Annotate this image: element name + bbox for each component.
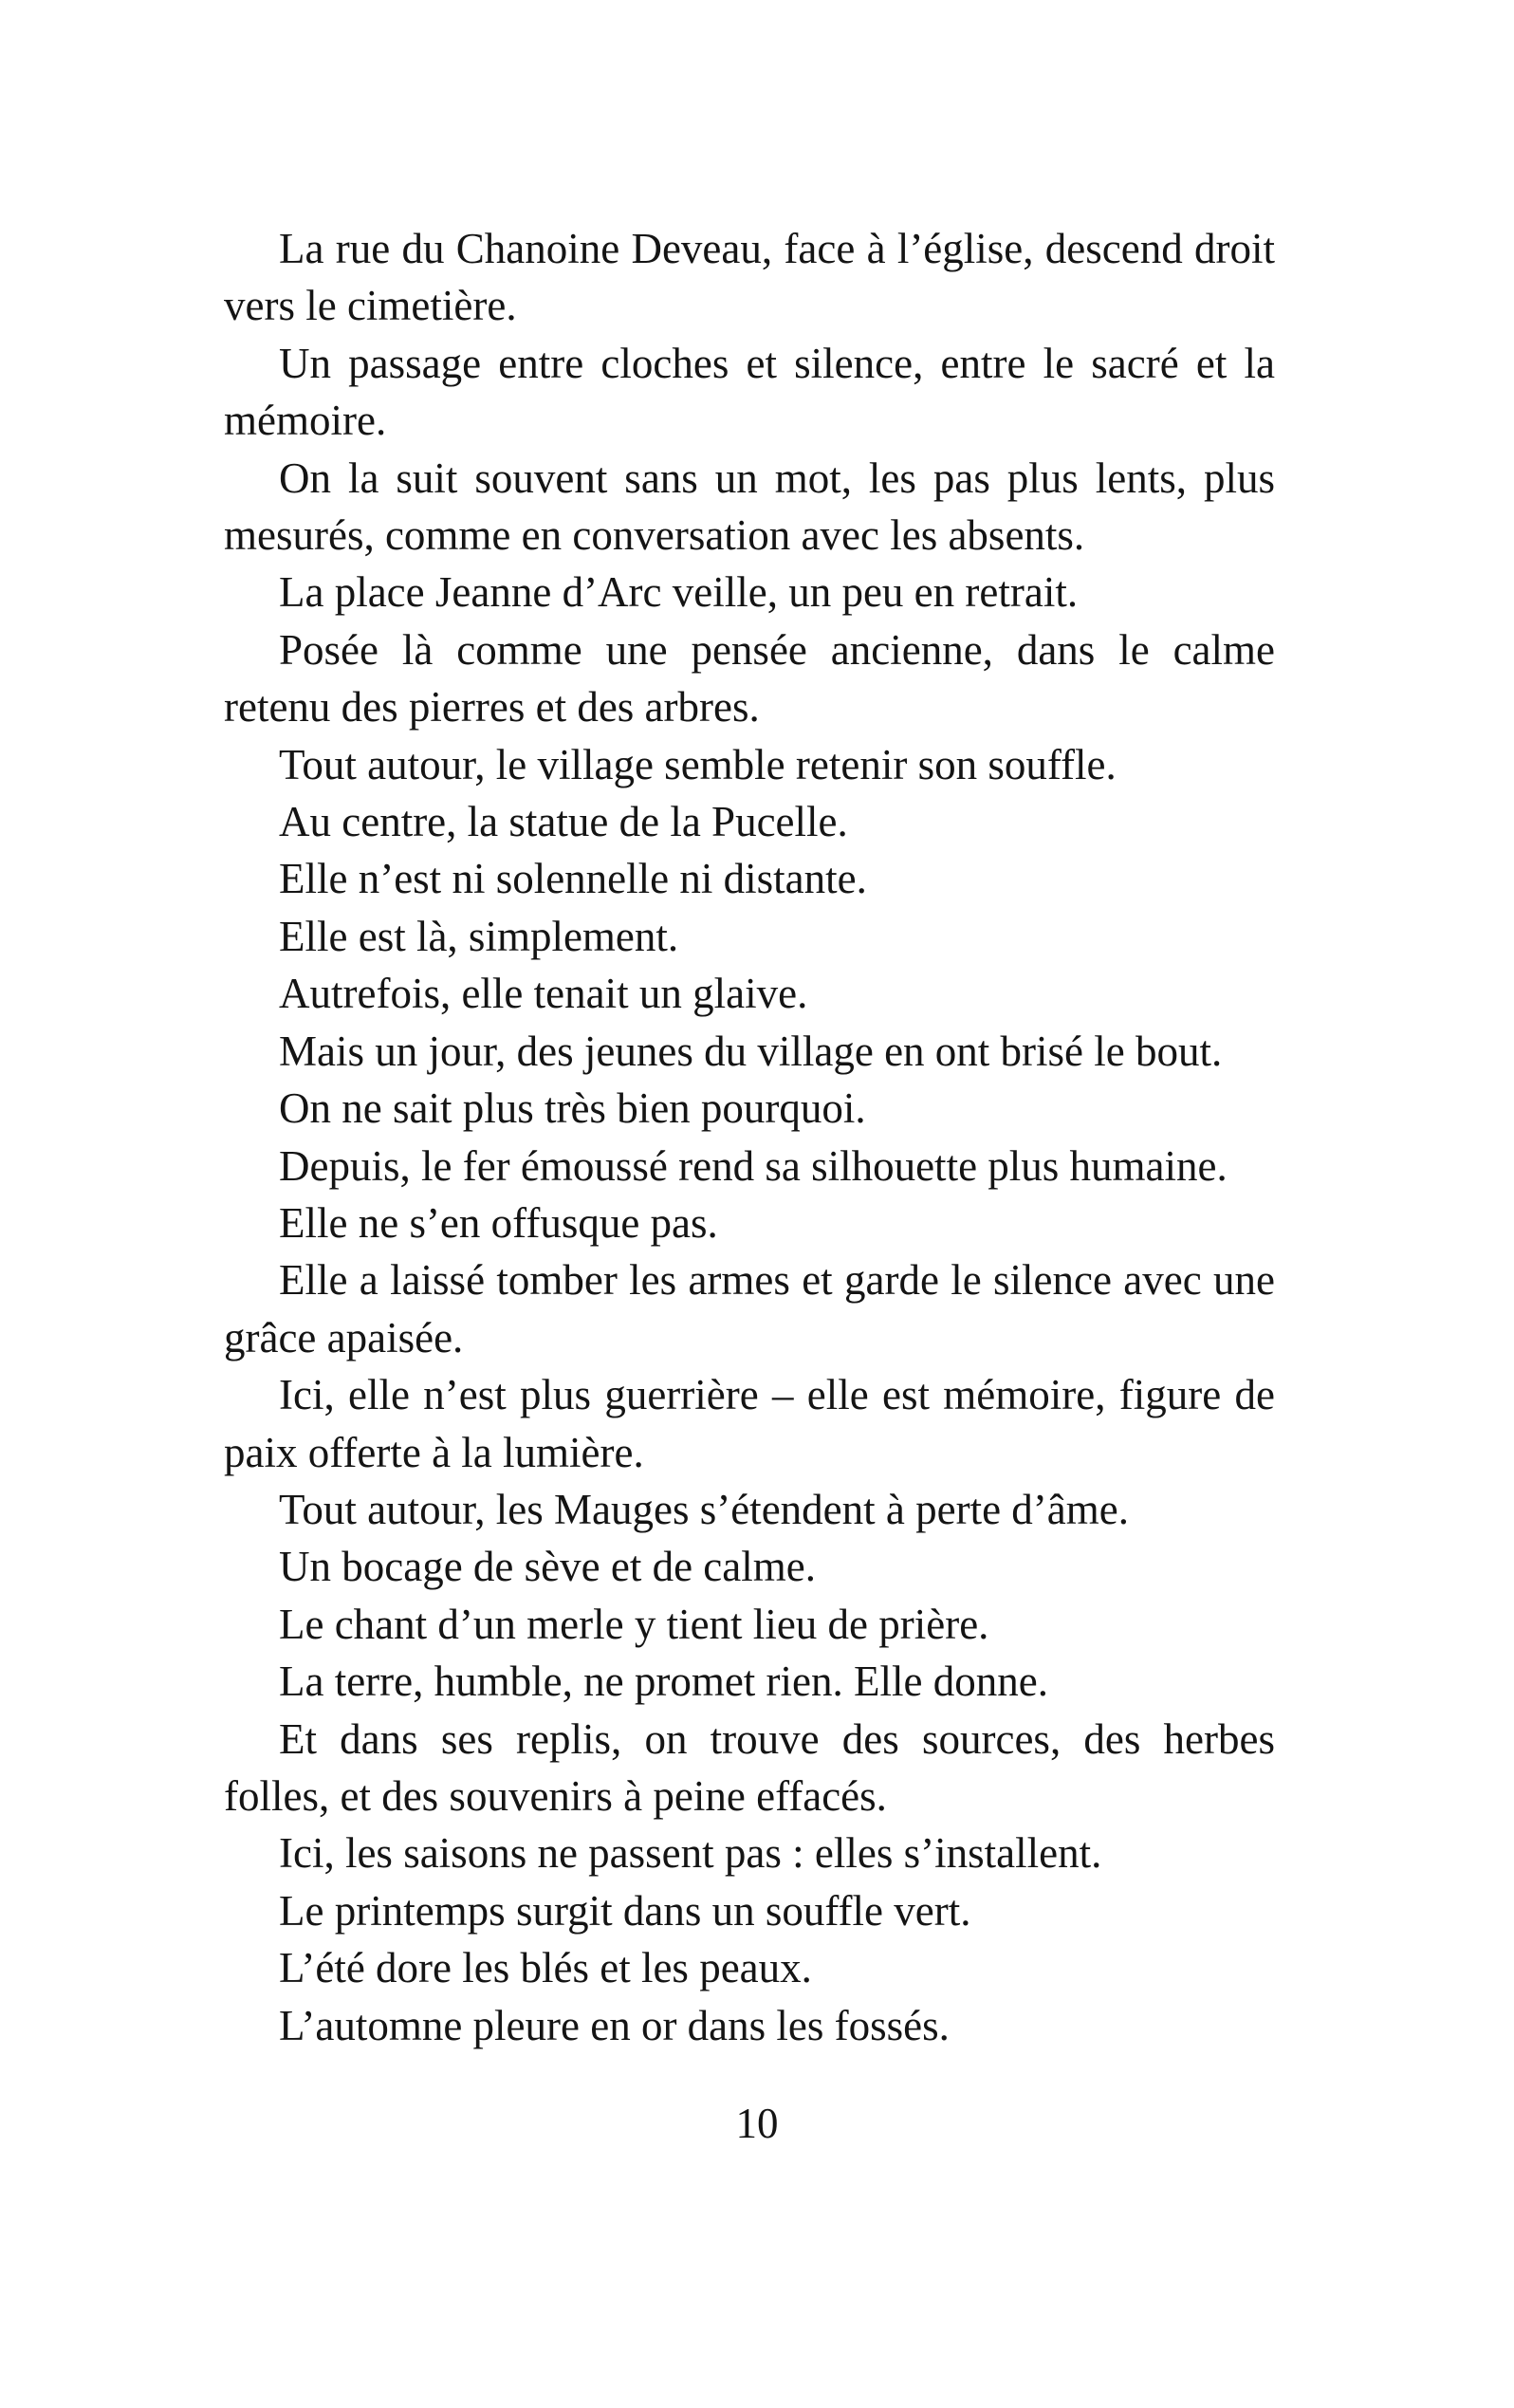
paragraph: L’été dore les blés et les peaux.: [279, 1944, 812, 1992]
paragraph: Un passage entre cloches et silence, entre le sacré et la mémoire.: [224, 339, 1275, 445]
paragraph: Ici, les saisons ne passent pas : elles s’installent.: [279, 1829, 1102, 1878]
paragraph: La terre, humble, ne promet rien. Elle donne.: [279, 1658, 1048, 1706]
paragraph: Ici, elle n’est plus guerrière – elle est mémoire, figure de paix offerte à la lumière.: [224, 1371, 1275, 1476]
paragraph: Elle n’est ni solennelle ni distante.: [279, 855, 867, 903]
paragraph: La place Jeanne d’Arc veille, un peu en retrait.: [279, 568, 1079, 617]
paragraph: Elle a laissé tomber les armes et garde le silence avec une grâce apaisée.: [224, 1256, 1275, 1361]
paragraph: Et dans ses replis, on trouve des sources, des herbes folles, et des souvenirs à peine effacés.: [224, 1714, 1275, 1820]
paragraph: Tout autour, les Mauges s’étendent à perte d’âme.: [279, 1485, 1129, 1533]
paragraph: Autrefois, elle tenait un glaive.: [279, 970, 808, 1018]
paragraph: Le printemps surgit dans un souffle vert.: [279, 1886, 971, 1935]
paragraph: Au centre, la statue de la Pucelle.: [279, 798, 848, 846]
paragraph: Le chant d’un merle y tient lieu de prière.: [279, 1600, 989, 1648]
body-text: [224, 220, 1275, 2054]
page-number: 10: [735, 2100, 779, 2147]
paragraph: Elle ne s’en offusque pas.: [279, 1198, 718, 1247]
paragraph: Posée là comme une pensée ancienne, dans le calme retenu des pierres et des arbres.: [224, 625, 1275, 732]
paragraph: On ne sait plus très bien pourquoi.: [279, 1084, 866, 1133]
paragraph: L’automne pleure en or dans les fossés.: [279, 2001, 950, 2049]
paragraph: La rue du Chanoine Deveau, face à l’église, descend droit vers le cimetière.: [224, 225, 1275, 330]
paragraph: On la suit souvent sans un mot, les pas plus lents, plus mesurés, comme en conversation avec les absents.: [224, 454, 1275, 560]
paragraph: Mais un jour, des jeunes du village en ont brisé le bout.: [279, 1027, 1223, 1075]
paragraph: Un bocage de sève et de calme.: [279, 1543, 816, 1591]
paragraph: Elle est là, simplement.: [279, 912, 679, 960]
paragraph: Depuis, le fer émoussé rend sa silhouette plus humaine.: [279, 1141, 1228, 1190]
paragraph: Tout autour, le village semble retenir son souffle.: [279, 740, 1117, 788]
